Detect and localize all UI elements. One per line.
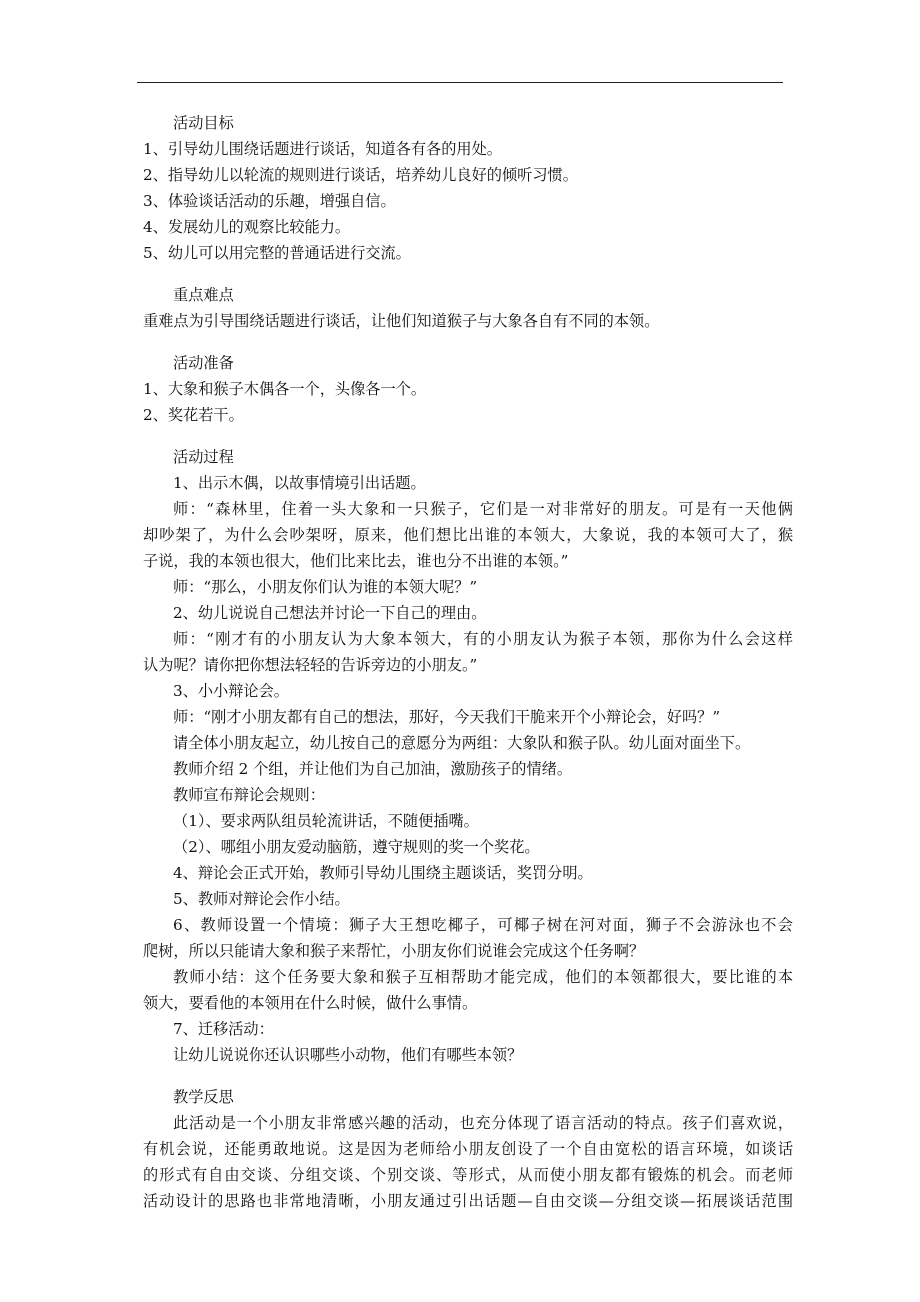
process-line: 师：“刚才有的小朋友认为大象本领大，有的小朋友认为猴子本领，那你为什么会这样 bbox=[173, 630, 793, 648]
goal-item-3: 3、体验谈话活动的乐趣，增强自信。 bbox=[143, 192, 396, 210]
process-line: 师：“刚才小朋友都有自己的想法，那好，今天我们干脆来开个小辩论会，好吗？” bbox=[173, 708, 721, 726]
process-line: 6、教师设置一个情境：狮子大王想吃椰子，可椰子树在河对面，狮子不会游泳也不会 bbox=[173, 916, 793, 934]
process-line: 子说，我的本领也很大，他们比来比去，谁也分不出谁的本领。” bbox=[143, 552, 569, 570]
process-line: 2、幼儿说说自己想法并讨论一下自己的理由。 bbox=[173, 604, 487, 622]
process-line: 领大，要看他的本领用在什么时候，做什么事情。 bbox=[143, 994, 478, 1012]
process-line: 1、出示木偶，以故事情境引出话题。 bbox=[173, 474, 426, 492]
goal-item-4: 4、发展幼儿的观察比较能力。 bbox=[143, 218, 351, 236]
section-heading-preparation: 活动准备 bbox=[173, 354, 234, 372]
reflection-line: 的形式有自由交谈、分组交谈、个别交谈、等形式，从而使小朋友都有锻炼的机会。而老师 bbox=[143, 1166, 793, 1184]
reflection-line: 活动设计的思路也非常地清晰，小朋友通过引出话题—自由交谈—分组交谈—拓展谈话范围 bbox=[143, 1192, 793, 1210]
process-line: 师：“那么，小朋友你们认为谁的本领大呢？” bbox=[173, 578, 478, 596]
process-line: 教师小结：这个任务要大象和猴子互相帮助才能完成，他们的本领都很大，要比谁的本 bbox=[173, 968, 793, 986]
section-heading-reflection: 教学反思 bbox=[173, 1088, 234, 1106]
reflection-line: 有机会说，还能勇敢地说。这是因为老师给小朋友创设了一个自由宽松的语言环境，如谈话 bbox=[143, 1140, 793, 1158]
key-points-text: 重难点为引导围绕话题进行谈话，让他们知道猴子与大象各自有不同的本领。 bbox=[143, 312, 660, 330]
process-line: 请全体小朋友起立，幼儿按自己的意愿分为两组：大象队和猴子队。幼儿面对面坐下。 bbox=[173, 734, 751, 752]
process-line: 教师介绍 2 个组，并让他们为自己加油，激励孩子的情绪。 bbox=[173, 760, 573, 778]
goal-item-2: 2、指导幼儿以轮流的规则进行谈话，培养幼儿良好的倾听习惯。 bbox=[143, 166, 578, 184]
goal-item-1: 1、引导幼儿围绕话题进行谈话，知道各有各的用处。 bbox=[143, 140, 502, 158]
process-line: （2）、哪组小朋友爱动脑筋，遵守规则的奖一个奖花。 bbox=[173, 838, 540, 856]
process-line: 5、教师对辩论会作小结。 bbox=[173, 890, 350, 908]
reflection-line: 此活动是一个小朋友非常感兴趣的活动，也充分体现了语言活动的特点。孩子们喜欢说， bbox=[173, 1114, 793, 1132]
header-rule bbox=[137, 82, 783, 83]
process-line: 让幼儿说说你还认识哪些小动物，他们有哪些本领？ bbox=[173, 1046, 523, 1064]
process-line: 4、辩论会正式开始，教师引导幼儿围绕主题谈话，奖罚分明。 bbox=[173, 864, 593, 882]
process-line: 3、小小辩论会。 bbox=[173, 682, 289, 700]
section-heading-process: 活动过程 bbox=[173, 448, 234, 466]
goal-item-5: 5、幼儿可以用完整的普通话进行交流。 bbox=[143, 244, 411, 262]
section-gap bbox=[143, 1068, 793, 1084]
process-line: （1）、要求两队组员轮流讲话，不随便插嘴。 bbox=[173, 812, 479, 830]
process-line: 7、迁移活动： bbox=[173, 1020, 274, 1038]
section-heading-goals: 活动目标 bbox=[173, 114, 234, 132]
section-gap bbox=[143, 334, 793, 350]
process-line: 师：“森林里，住着一头大象和一只猴子，它们是一对非常好的朋友。可是有一天他俩 bbox=[173, 500, 793, 518]
preparation-item-2: 2、奖花若干。 bbox=[143, 406, 244, 424]
section-gap bbox=[143, 266, 793, 282]
process-line: 教师宣布辩论会规则： bbox=[173, 786, 325, 804]
process-line: 爬树，所以只能请大象和猴子来帮忙，小朋友你们说谁会完成这个任务啊？ bbox=[143, 942, 645, 960]
section-heading-key-points: 重点难点 bbox=[173, 286, 234, 304]
preparation-item-1: 1、大象和猴子木偶各一个，头像各一个。 bbox=[143, 380, 427, 398]
document-body bbox=[143, 110, 793, 1214]
section-gap bbox=[143, 428, 793, 444]
process-line: 认为呢？请你把你想法轻轻的告诉旁边的小朋友。” bbox=[143, 656, 478, 674]
process-line: 却吵架了，为什么会吵架呀，原来，他们想比出谁的本领大，大象说，我的本领可大了，猴 bbox=[143, 526, 793, 544]
